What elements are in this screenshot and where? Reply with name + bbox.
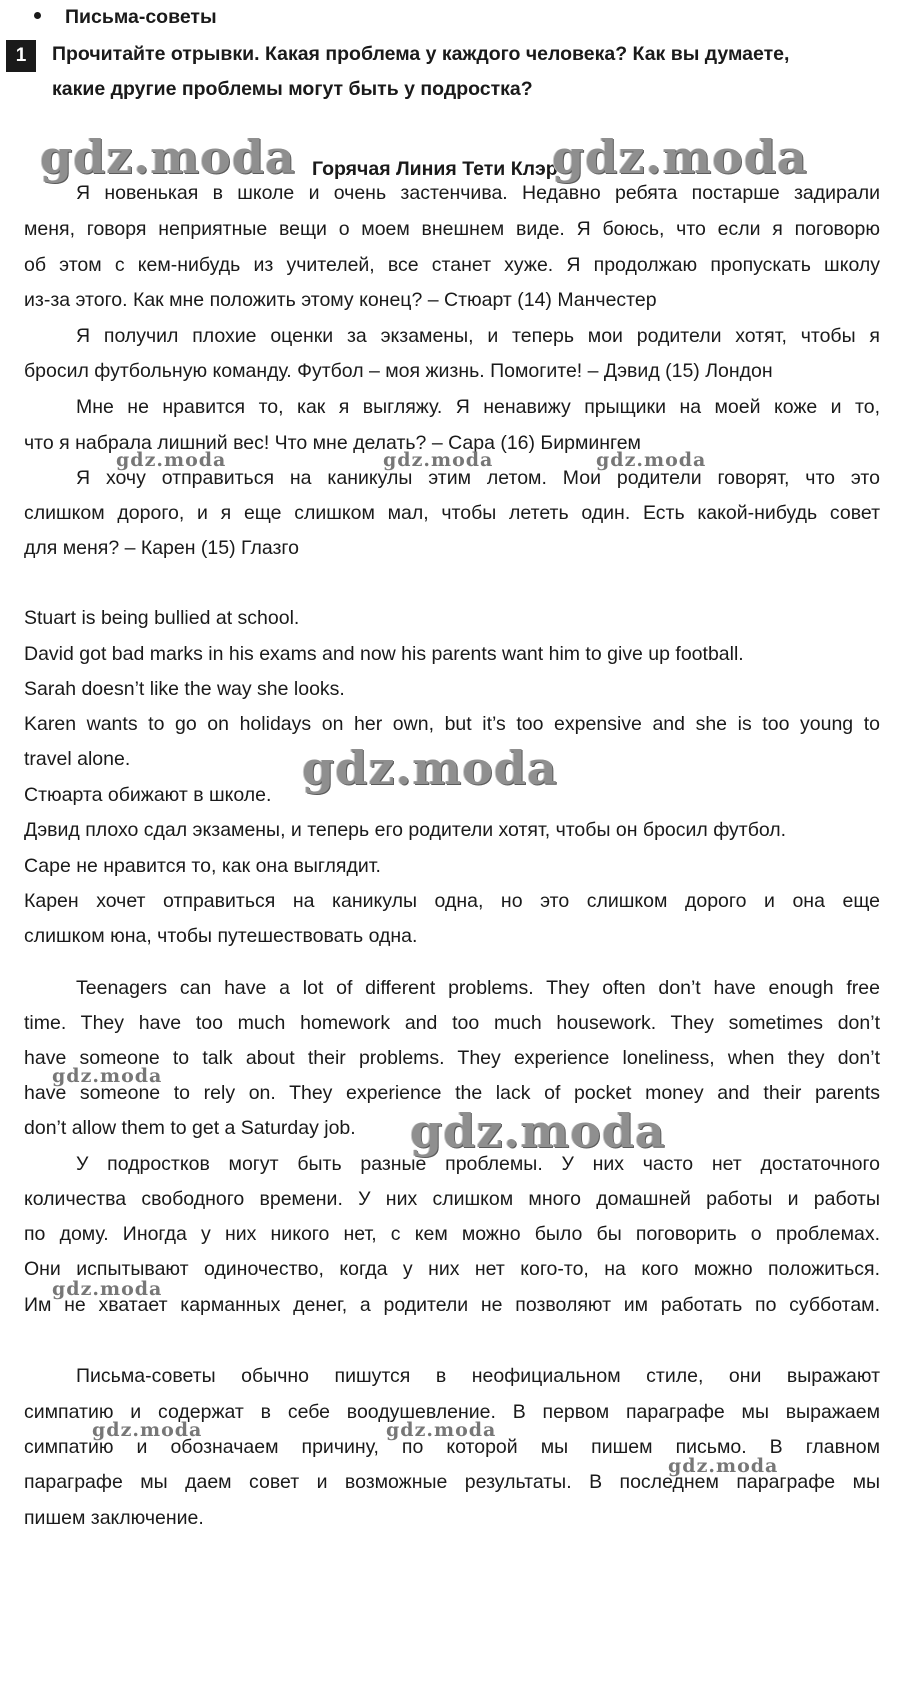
answer-line: Karen wants to go on holidays on her own, but it’s too expensive and she is too young to xyxy=(24,713,880,735)
problems-en-line: time. They have too much homework and too much housework. They sometimes don’t xyxy=(24,1012,880,1034)
task-instruction-line: Прочитайте отрывки. Какая проблема у каждого человека? Как вы думаете, xyxy=(52,43,790,65)
problems-en-line: have someone to talk about their problems. They experience loneliness, when they don’t xyxy=(24,1047,880,1069)
answer-line: Карен хочет отправиться на каникулы одна, но это слишком дорого и она еще xyxy=(24,890,880,912)
advice-line: пишем заключение. xyxy=(24,1507,204,1529)
watermark: gdz.moda xyxy=(52,1065,163,1087)
letter-line: Мне не нравится то, как я выгляжу. Я ненавижу прыщики на моей коже и то, xyxy=(76,396,880,418)
letter-line: бросил футбольную команду. Футбол – моя жизнь. Помогите! – Дэвид (15) Лондон xyxy=(24,360,773,382)
watermark: gdz.moda xyxy=(302,741,558,795)
watermark: gdz.moda xyxy=(92,1419,203,1441)
letters-heading: Горячая Линия Тети Клэр xyxy=(312,158,558,180)
letter-line: об этом с кем-нибудь из учителей, все станет хуже. Я продолжаю пропускать школу xyxy=(24,254,880,276)
problems-ru-line: количества свободного времени. У них слишком много домашней работы и работы xyxy=(24,1188,880,1210)
watermark: gdz.moda xyxy=(596,449,707,471)
problems-en-line: have someone to rely on. They experience the lack of pocket money and their parents xyxy=(24,1082,880,1104)
watermark: gdz.moda xyxy=(386,1419,497,1441)
letter-line: меня, говоря неприятные вещи о моем внешнем виде. Я боюсь, что если я поговорю xyxy=(24,218,880,240)
problems-ru-line: по дому. Иногда у них никого нет, с кем можно было бы поговорить о проблемах. xyxy=(24,1223,880,1245)
problems-en-line: Teenagers can have a lot of different problems. They often don’t have enough free xyxy=(76,977,880,999)
task-number-badge: 1 xyxy=(6,40,36,72)
letter-line: Я получил плохие оценки за экзамены, и теперь мои родители хотят, чтобы я xyxy=(76,325,880,347)
answer-line: Sarah doesn’t like the way she looks. xyxy=(24,678,345,700)
letter-line: что я набрала лишний вес! Что мне делать? – Сара (16) Бирмингем xyxy=(24,432,641,454)
letter-line: слишком дорого, и я еще слишком мал, чтобы лететь один. Есть какой-нибудь совет xyxy=(24,502,880,524)
bullet-dot xyxy=(34,12,41,19)
watermark: gdz.moda xyxy=(410,1104,666,1158)
letter-line: Я хочу отправиться на каникулы этим летом. Мои родители говорят, что это xyxy=(76,467,880,489)
watermark: gdz.moda xyxy=(668,1455,779,1477)
answer-line: Stuart is being bullied at school. xyxy=(24,607,300,629)
answer-line: слишком юна, чтобы путешествовать одна. xyxy=(24,925,418,947)
section-title: Письма-советы xyxy=(65,6,217,28)
section-bullet xyxy=(34,0,217,34)
task-instruction-line: какие другие проблемы могут быть у подростка? xyxy=(52,78,533,100)
problems-ru-line: Они испытывают одиночество, когда у них нет кого-то, на кого можно положиться. xyxy=(24,1258,880,1280)
watermark: gdz.moda xyxy=(40,130,296,184)
advice-line: Письма-советы обычно пишутся в неофициальном стиле, они выражают xyxy=(76,1365,880,1387)
letter-line: из-за этого. Как мне положить этому конец? – Стюарт (14) Манчестер xyxy=(24,289,657,311)
problems-en-line: don’t allow them to get a Saturday job. xyxy=(24,1117,356,1139)
letter-line: Я новенькая в школе и очень застенчива. Недавно ребята постарше задирали xyxy=(76,182,880,204)
advice-line: симпатию и содержат в себе воодушевление. В первом параграфе мы выражаем xyxy=(24,1401,880,1423)
watermark: gdz.moda xyxy=(52,1278,163,1300)
letter-line: для меня? – Карен (15) Глазго xyxy=(24,537,299,559)
answer-line: Дэвид плохо сдал экзамены, и теперь его родители хотят, чтобы он бросил футбол. xyxy=(24,819,787,841)
advice-line: параграфе мы даем совет и возможные результаты. В последнем параграфе мы xyxy=(24,1471,880,1493)
watermark: gdz.moda xyxy=(552,130,808,184)
watermark: gdz.moda xyxy=(116,449,227,471)
answer-line: Саре не нравится то, как она выглядит. xyxy=(24,855,381,877)
answer-line: travel alone. xyxy=(24,748,131,770)
answer-line: Стюарта обижают в школе. xyxy=(24,784,272,806)
problems-ru-line: Им не хватает карманных денег, а родители не позволяют им работать по субботам. xyxy=(24,1294,880,1316)
watermark: gdz.moda xyxy=(383,449,494,471)
answer-line: David got bad marks in his exams and now his parents want him to give up football. xyxy=(24,643,744,665)
advice-line: симпатию и обозначаем причину, по которой мы пишем письмо. В главном xyxy=(24,1436,880,1458)
problems-ru-line: У подростков могут быть разные проблемы. У них часто нет достаточного xyxy=(76,1153,880,1175)
